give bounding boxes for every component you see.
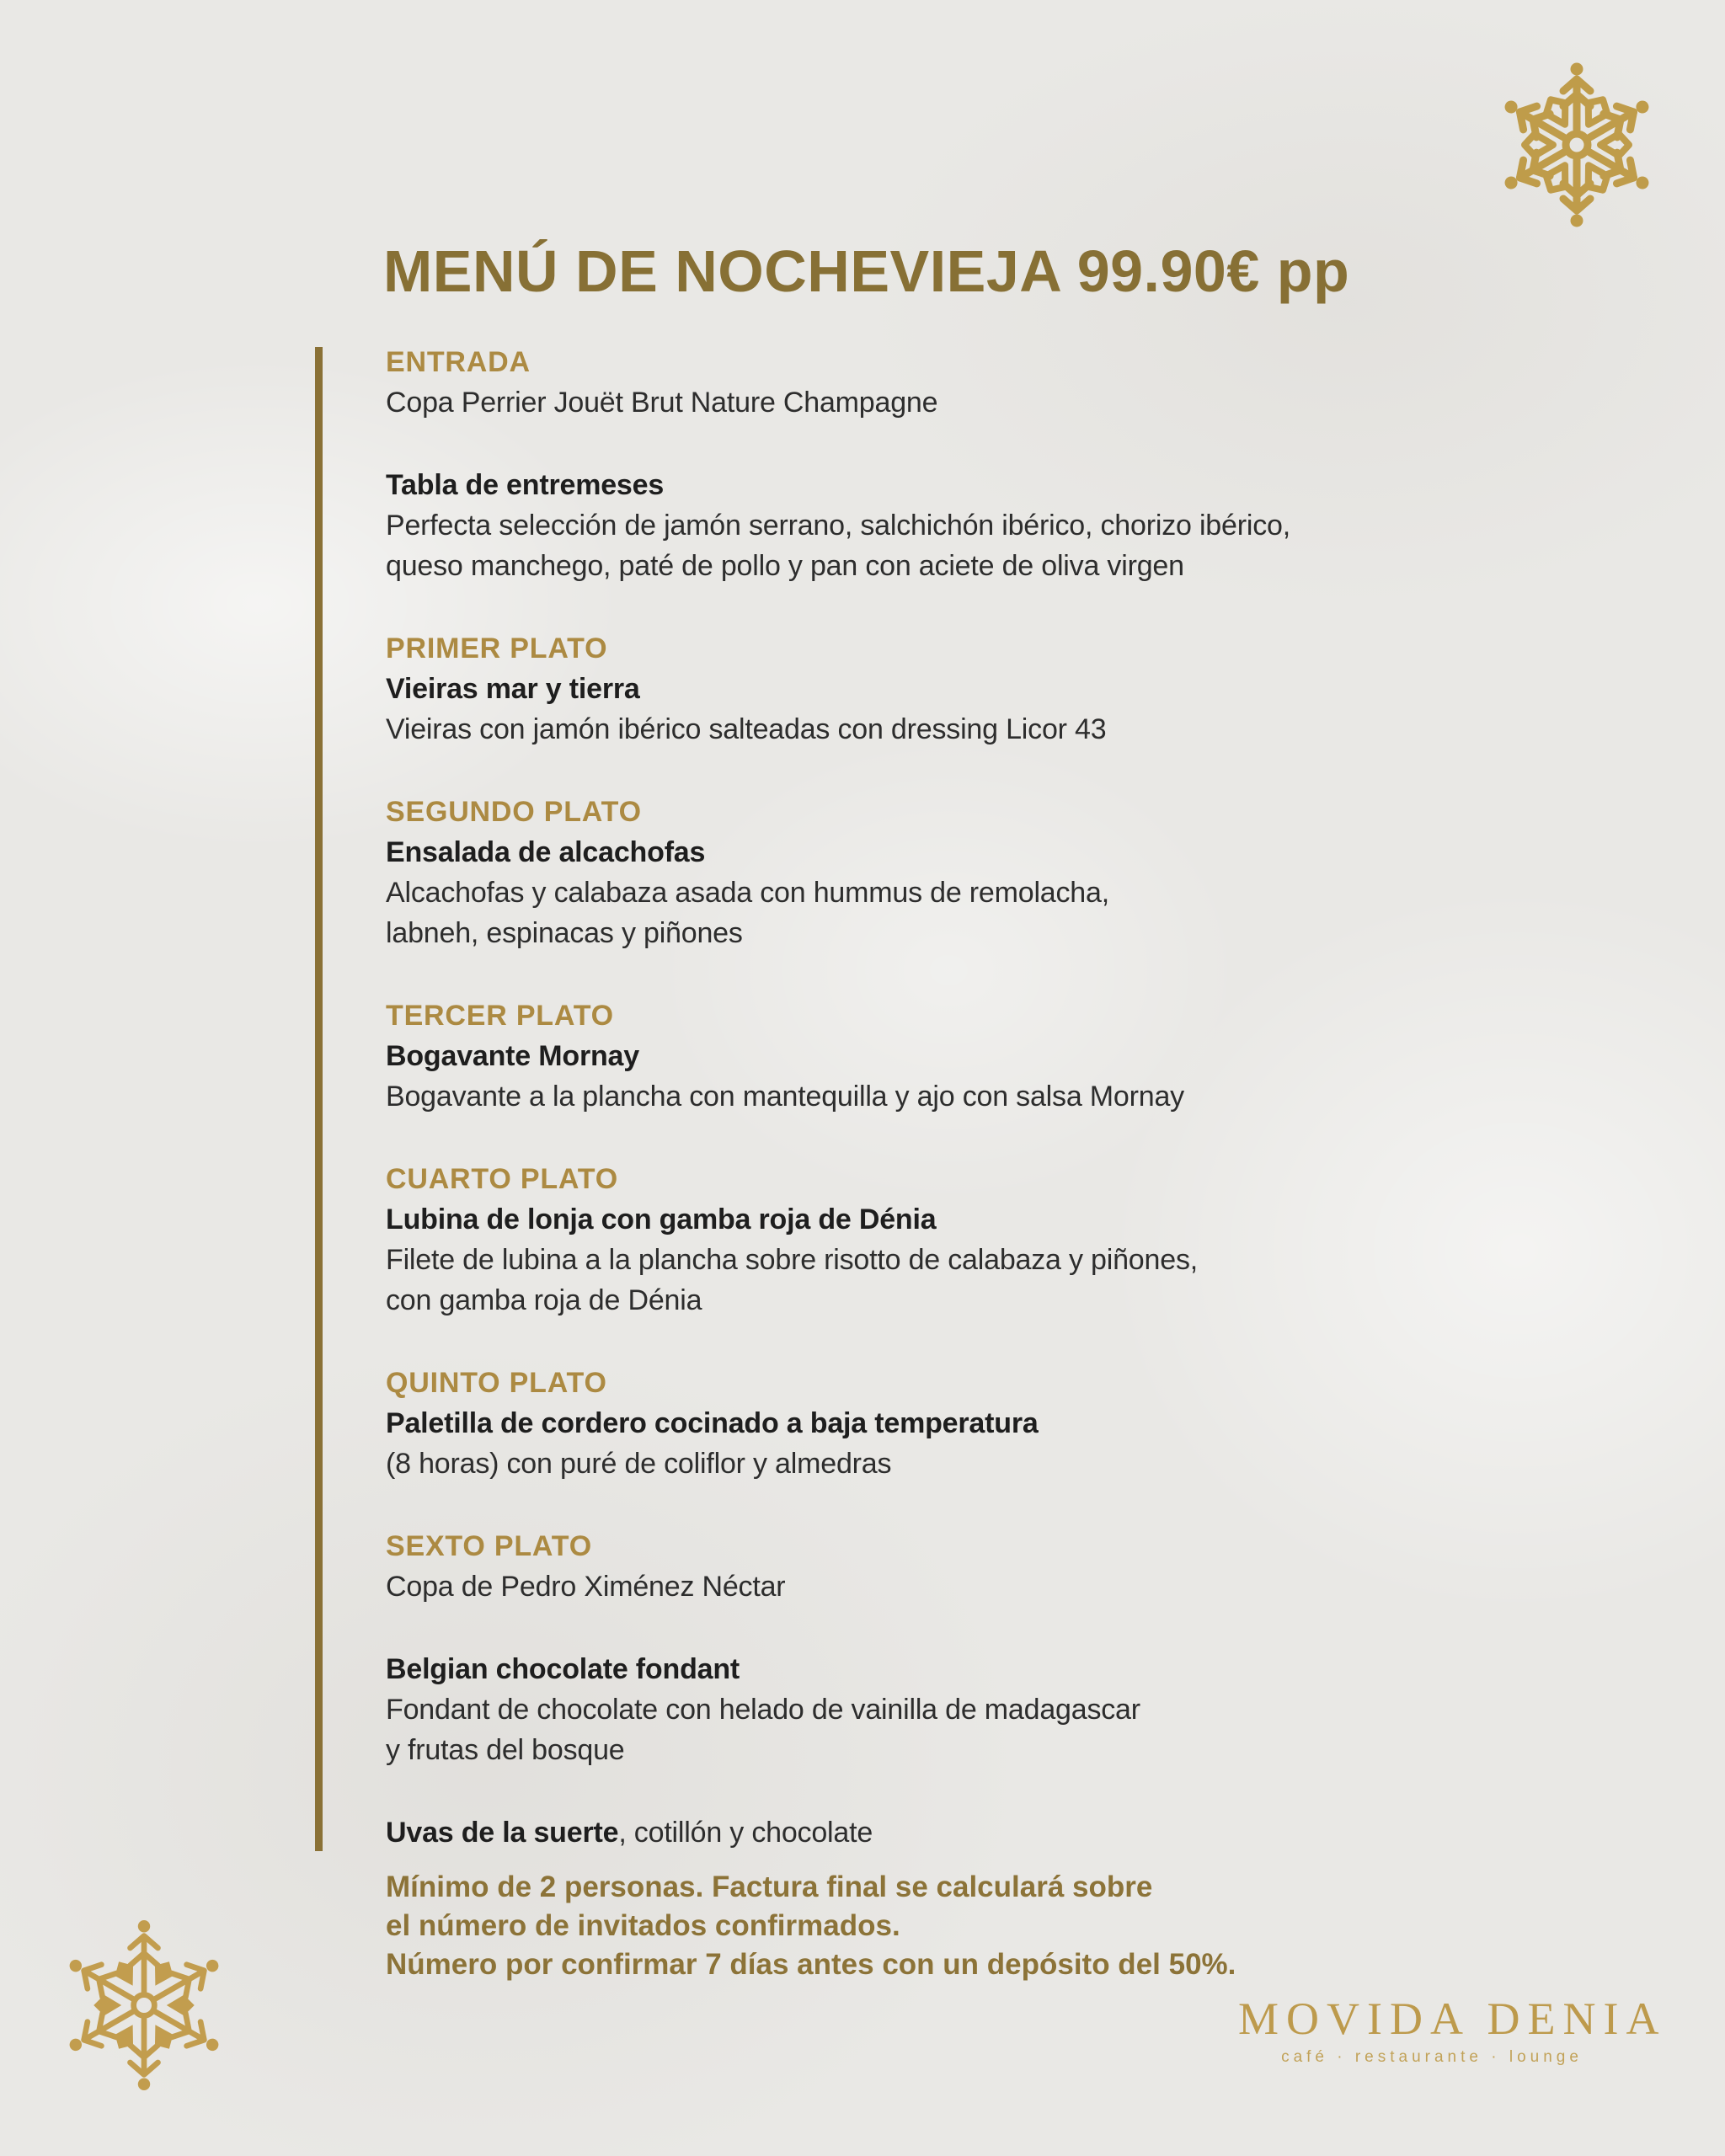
menu-section-sexto-plato	[386, 1526, 1531, 1607]
dish-name: Tabla de entremeses	[386, 469, 665, 501]
snowflake-icon	[1493, 56, 1661, 234]
course-heading: PRIMER PLATO	[386, 632, 608, 664]
dish-name: Bogavante Mornay	[386, 1040, 639, 1072]
footer-note-line: Mínimo de 2 personas. Factura final se calculará sobre	[386, 1870, 1153, 1903]
dish-name: Ensalada de alcachofas	[386, 836, 706, 868]
brand-tagline: café · restaurante · lounge	[1281, 2048, 1583, 2066]
menu-section-entremeses	[386, 465, 1531, 586]
footer-note	[386, 1868, 1236, 1984]
footer-note-line: Número por confirmar 7 días antes con un depósito del 50%.	[386, 1948, 1236, 1981]
dish-description-suffix: , cotillón y chocolate	[618, 1817, 873, 1849]
dish-description-line: Perfecta selección de jamón serrano, salchichón ibérico, chorizo ibérico,	[386, 510, 1290, 542]
brand-name: MOVIDA DENIA	[1238, 1993, 1667, 2044]
menu-section-primer-plato	[386, 628, 1531, 750]
menu-section-cuarto-plato	[386, 1159, 1531, 1321]
dish-description-line: Copa de Pedro Ximénez Néctar	[386, 1571, 786, 1603]
menu-body	[386, 342, 1531, 1853]
dish-description-line: Filete de lubina a la plancha sobre risotto de calabaza y piñones,	[386, 1244, 1198, 1276]
menu-section-uvas	[386, 1812, 1531, 1853]
menu-section-tercer-plato	[386, 995, 1531, 1117]
dish-description-line: con gamba roja de Dénia	[386, 1284, 702, 1316]
dish-description-line: queso manchego, paté de pollo y pan con aciete de oliva virgen	[386, 550, 1184, 582]
menu-section-fondant	[386, 1649, 1531, 1770]
course-heading: CUARTO PLATO	[386, 1163, 618, 1195]
dish-description-line: y frutas del bosque	[386, 1734, 625, 1766]
course-heading: SEGUNDO PLATO	[386, 796, 642, 828]
dish-description-line: Vieiras con jamón ibérico salteadas con dressing Licor 43	[386, 713, 1107, 745]
menu-section-segundo-plato	[386, 792, 1531, 953]
dish-description-line: labneh, espinacas y piñones	[386, 917, 743, 949]
dish-name: Vieiras mar y tierra	[386, 673, 640, 705]
menu-section-quinto-plato	[386, 1363, 1531, 1484]
dish-name: Uvas de la suerte	[386, 1817, 619, 1849]
menu-title: MENÚ DE NOCHEVIEJA 99.90€ pp	[383, 238, 1350, 304]
course-heading: SEXTO PLATO	[386, 1530, 592, 1562]
dish-description-line: Alcachofas y calabaza asada con hummus de remolacha,	[386, 877, 1109, 909]
dish-description-line	[386, 1812, 1531, 1853]
dish-description-line: Bogavante a la plancha con mantequilla y ajo con salsa Mornay	[386, 1081, 1184, 1113]
brand-logo	[1238, 1993, 1667, 2067]
dish-description-line: Fondant de chocolate con helado de vainilla de madagascar	[386, 1694, 1140, 1726]
dish-name: Paletilla de cordero cocinado a baja temperatura	[386, 1407, 1039, 1439]
menu-section-entrada	[386, 342, 1531, 423]
dish-name: Belgian chocolate fondant	[386, 1653, 740, 1685]
course-heading: QUINTO PLATO	[386, 1367, 607, 1399]
dish-description-line: (8 horas) con puré de coliflor y almedras	[386, 1448, 892, 1480]
gold-divider-line	[315, 347, 323, 1851]
dish-description-line: Copa Perrier Jouët Brut Nature Champagne	[386, 387, 938, 419]
snowflake-icon	[57, 1913, 231, 2097]
footer-note-line: el número de invitados confirmados.	[386, 1909, 900, 1942]
course-heading: ENTRADA	[386, 346, 531, 378]
dish-name: Lubina de lonja con gamba roja de Dénia	[386, 1203, 937, 1235]
course-heading: TERCER PLATO	[386, 1000, 614, 1032]
